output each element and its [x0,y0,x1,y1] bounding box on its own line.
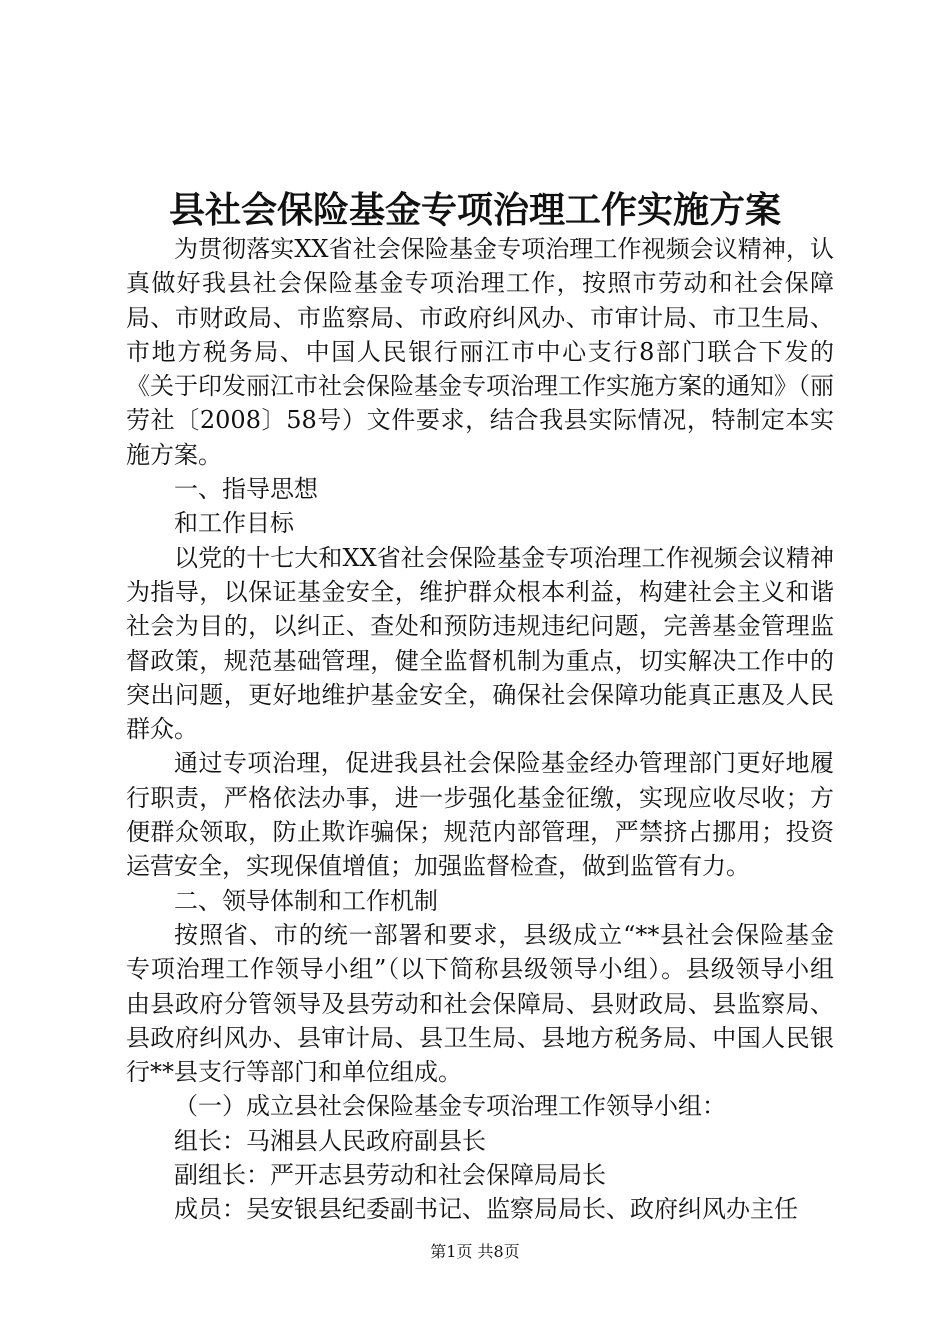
paragraph-intro: 为贯彻落实XX省社会保险基金专项治理工作视频会议精神，认真做好我县社会保险基金专项治理工作，按照市劳动和社会保障局、市财政局、市监察局、市政府纠风办、市审计局、市卫生局、市地方税务局、中国人民银行丽江市中心支行8部门联合下发的《关于印发丽江市社会保险基金专项治理工作实施方案的通知》（丽劳社〔2008〕58号）文件要求，结合我县实际情况，特制定本实施方案。 [126,235,834,469]
section-heading-1: 一、指导思想 [174,475,318,504]
section-heading-1-continued: 和工作目标 [174,509,294,538]
section-heading-2: 二、领导体制和工作机制 [174,886,438,915]
members-line: 成员：吴安银县纪委副书记、监察局局长、政府纠风办主任 [174,1195,798,1224]
deputy-leader-line: 副组长：严开志县劳动和社会保障局局长 [174,1161,606,1190]
document-body [126,232,834,1227]
paragraph-work-goal: 通过专项治理，促进我县社会保险基金经办管理部门更好地履行职责，严格依法办事，进一步强化基金征缴，实现应收尽收；方便群众领取，防止欺诈骗保；规范内部管理，严禁挤占挪用；投资运营安全，实现保值增值；加强监督检查，做到监管有力。 [126,749,834,881]
paragraph-leadership: 按照省、市的统一部署和要求，县级成立“**县社会保险基金专项治理工作领导小组”（以下简称县级领导小组）。县级领导小组由县政府分管领导及县劳动和社会保障局、县财政局、县监察局、县政府纠风办、县审计局、县卫生局、县地方税务局、中国人民银行**县支行等部门和单位组成。 [126,920,834,1087]
subsection-heading-1: （一）成立县社会保险基金专项治理工作领导小组： [174,1092,726,1121]
document-title: 县社会保险基金专项治理工作实施方案 [168,189,781,231]
group-leader-line: 组长：马湘县人民政府副县长 [174,1126,486,1155]
page-number-footer: 第1页 共8页 [430,1242,520,1261]
paragraph-guiding-thought: 以党的十七大和XX省社会保险基金专项治理工作视频会议精神为指导，以保证基金安全，维护群众根本利益，构建社会主义和谐社会为目的，以纠正、查处和预防违规违纪问题，完善基金管理监督政策，规范基础管理，健全监督机制为重点，切实解决工作中的突出问题，更好地维护基金安全，确保社会保障功能真正惠及人民群众。 [126,543,834,744]
